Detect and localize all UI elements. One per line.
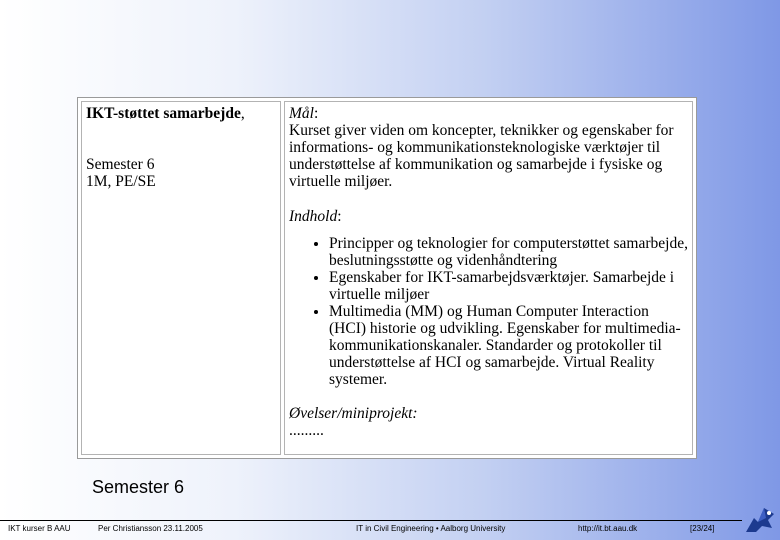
content-item: • Egenskaber for IKT-samarbejdsværktøjer. Samarbejde i virtuelle miljøer [329,269,688,303]
semester-caption: Semester 6 [92,477,185,497]
footer-author-date: Per Christiansson 23.11.2005 [98,524,203,533]
course-info-cell [81,101,281,455]
content-heading: Indhold: [289,208,342,225]
goal-heading: Mål: [289,105,319,122]
footer-url[interactable]: http://it.bt.aau.dk [578,524,638,533]
footer-page-number: [23/24] [690,524,715,533]
course-title: IKT-støttet samarbejde, [86,105,245,122]
footer-divider [0,520,742,521]
aalborg-university-logo-icon [744,504,776,534]
course-programmes: 1M, PE/SE [86,173,156,190]
content-list [289,235,688,388]
exercises-text: ......... [289,422,324,439]
course-details-cell [284,101,693,455]
footer-department: IT in Civil Engineering • Aalborg University [356,524,506,533]
content-item: • Principper og teknologier for computerstøttet samarbejde, beslutningsstøtte og videnhåndtering [329,235,688,269]
exercises-heading: Øvelser/miniprojekt: [289,405,418,422]
footer-course: IKT kurser B AAU [8,524,71,533]
course-semester: Semester 6 [86,156,155,173]
goal-text: Kurset giver viden om koncepter, teknikker og egenskaber for informations- og kommunikationsteknologiske værktøjer til understøttelse af kommunikation og samarbejde i fysiske og virtuelle miljøer. [289,122,674,190]
content-item: • Multimedia (MM) og Human Computer Interaction (HCI) historie og udvikling. Egenskaber for multimedia-kommunikationskanaler. Standarder og protokoller til understøttelse af HCI og samarbejde. Virtual Reality systemer. [329,303,688,388]
course-description-table [77,97,697,459]
